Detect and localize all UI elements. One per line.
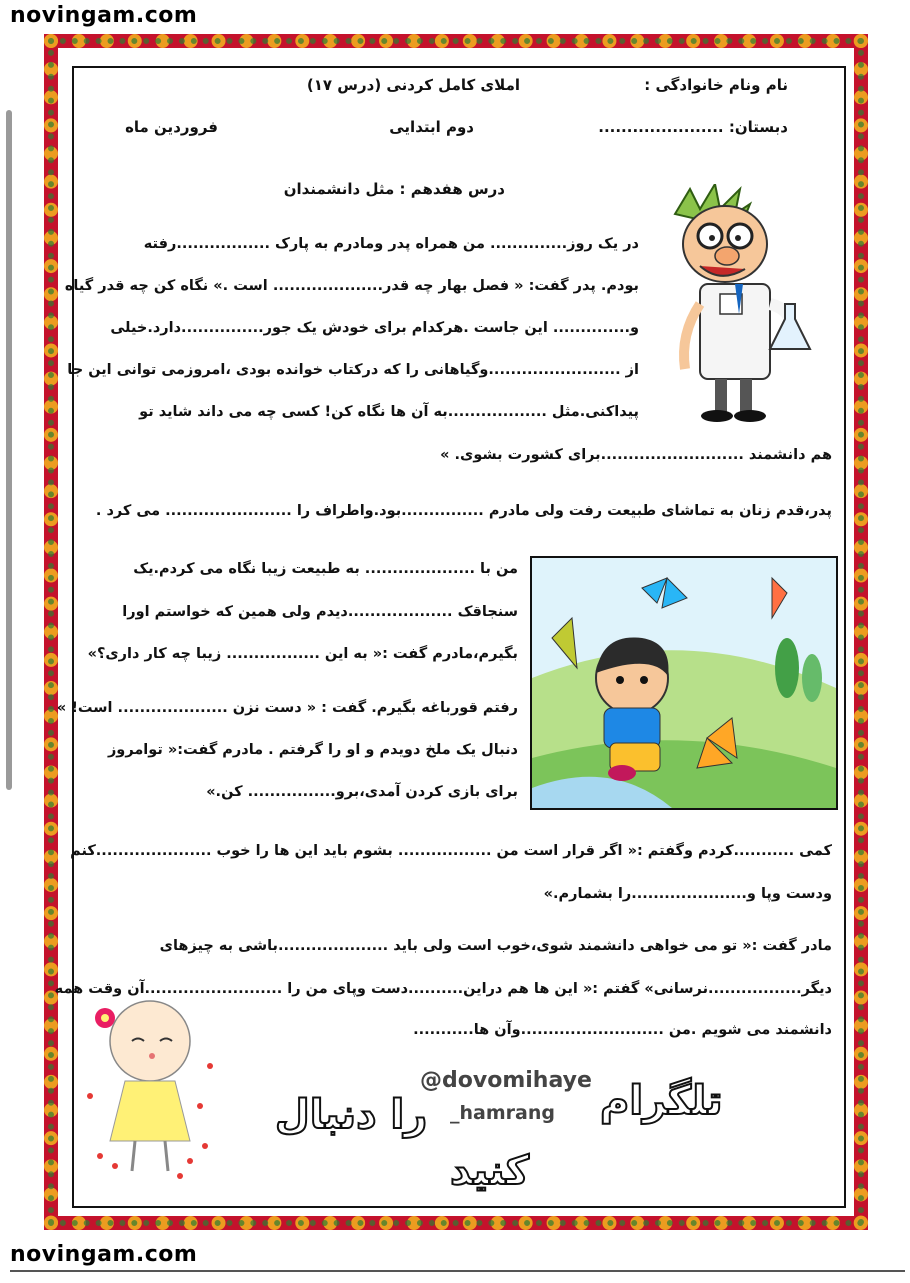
- girl-illustration: [80, 996, 230, 1186]
- month-label: فروردین ماه: [125, 118, 218, 136]
- lesson-title: درس هفدهم : مثل دانشمندان: [283, 180, 505, 198]
- watermark-bottom: novingam.com: [10, 1242, 198, 1267]
- text-line: کمی ...........کردم وگفتم :« اگر قرار است من ................. بشوم باید این ها را خوب .....................کنم: [70, 843, 832, 859]
- text-line: دنبال یک ملخ دویدم و او را گرفتم . مادرم گفت:« توامروز: [107, 742, 518, 758]
- text-line: پدر،قدم زنان به تماشای طبیعت رفت ولی مادرم ...............بود.واطراف را ....................... می کرد .: [95, 503, 832, 519]
- promo-text-follow: را دنبال: [275, 1092, 428, 1138]
- boy-with-butterflies-picture: [530, 556, 838, 810]
- text-line: دانشمند می شویم .من ..........................وآن ها...........: [413, 1022, 832, 1038]
- text-line: سنجاقک ...................دیدم ولی همین که خواستم اورا: [122, 604, 518, 620]
- text-line: بگیرم،مادرم گفت :« به این ................. زیبا چه کار داری؟»: [87, 646, 518, 662]
- text-line: هم دانشمند ..........................برای کشورت بشوی. »: [440, 447, 832, 463]
- text-line: از ........................وگیاهانی را که درکتاب خوانده بودی ،امروزمی توانی این جا: [67, 362, 639, 378]
- text-line: برای بازی کردن آمدی،برو................ کن.»: [206, 784, 518, 800]
- text-line: مادر گفت :« تو می خواهی دانشمند شوی،خوب است ولی باید ....................باشی به چیزهای: [159, 938, 832, 954]
- watermark-top: novingam.com: [10, 3, 198, 28]
- text-line: رفتم قورباغه بگیرم. گفت : « دست نزن .................... است! »: [56, 700, 518, 716]
- telegram-promo: [270, 1068, 723, 1208]
- telegram-handle-suffix: _hamrang: [450, 1102, 555, 1124]
- text-line: و.............. این جاست .هرکدام برای خودش یک جور...............دارد.خیلی: [110, 320, 639, 336]
- text-line: ودست وپا و.....................را بشمارم.»: [543, 886, 832, 902]
- text-line: پیداکنی.مثل ..................به آن ها نگاه کن! کسی چه می داند شاید تو: [139, 404, 639, 420]
- scientist-illustration: [665, 184, 815, 424]
- promo-text-do: کنید: [450, 1148, 530, 1194]
- text-line: دیگر.................نرسانی» گفتم :« این ها هم دراین..........دست وپای من را .........................آن وقت همه: [54, 981, 832, 997]
- text-line: بودم. پدر گفت: « فصل بهار چه قدر.................... است .» نگاه کن چه قدر گیاه: [64, 278, 639, 294]
- promo-text-telegram: تلگرام: [600, 1078, 723, 1124]
- telegram-handle: @dovomihaye: [420, 1068, 592, 1093]
- scrollbar[interactable]: [6, 110, 12, 790]
- school-label: دبستان: ......................: [598, 118, 788, 136]
- student-name-label: نام ونام خانوادگی :: [644, 76, 788, 94]
- text-line: در یک روز.............. من همراه پدر ومادرم به پارک .................رفته: [143, 236, 639, 252]
- worksheet-title: املای کامل کردنی (درس ۱۷): [306, 76, 520, 94]
- text-line: من با .................... به طبیعت زیبا نگاه می کردم.یک: [133, 561, 518, 577]
- next-page-edge: [10, 1270, 905, 1283]
- grade-label: دوم ابتدایی: [389, 118, 474, 136]
